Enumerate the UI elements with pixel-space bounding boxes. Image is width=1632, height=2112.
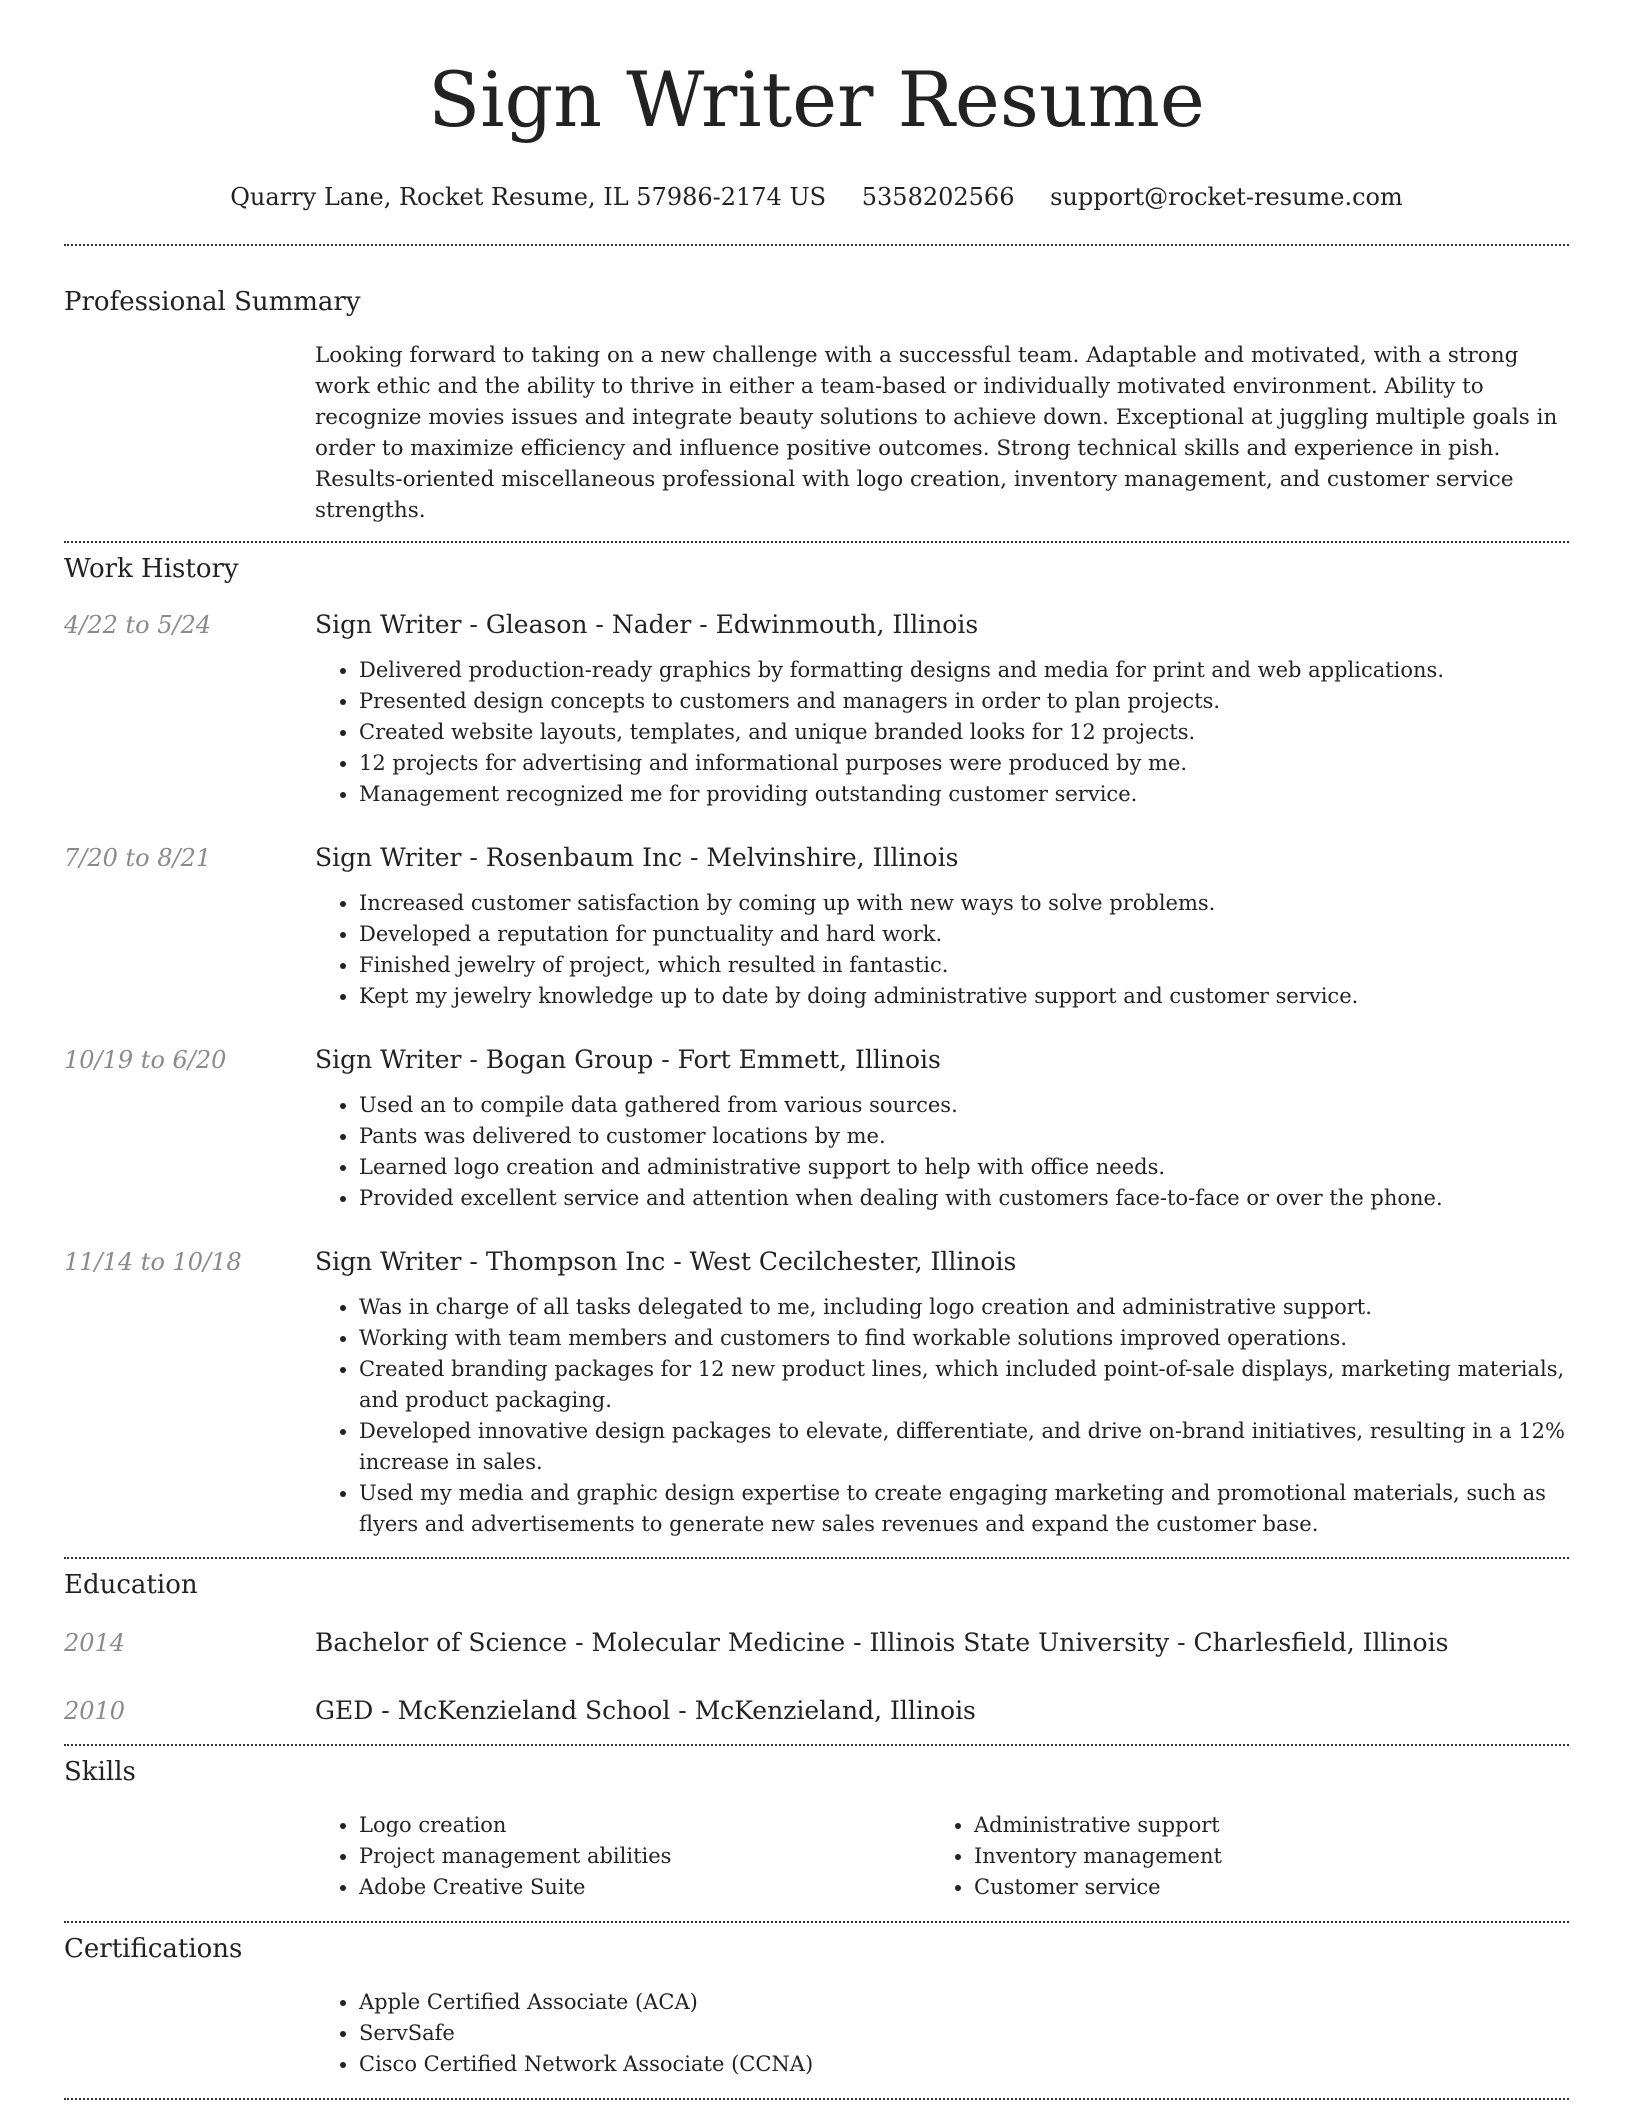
job-bullet: • Pants was delivered to customer locations by me. [359,1121,1569,1152]
job-bullet: • Developed innovative design packages to elevate, differentiate, and drive on-brand initiatives, resulting in a 12% increase in sales. [359,1416,1569,1478]
skill-item: • Logo creation [359,1810,930,1841]
skill-item: • Inventory management [974,1841,1545,1872]
education-year: 2010 [64,1697,126,1725]
contact-phone: 5358202566 [861,183,1015,211]
section-title-education: Education [64,1570,198,1600]
job-bullet: • Created branding packages for 12 new product lines, which included point-of-sale displays, marketing materials, and product packaging. [359,1354,1569,1416]
job-bullet: • Developed a reputation for punctuality and hard work. [359,919,1569,950]
skills-list-left [315,1810,930,1903]
job-title: Sign Writer - Bogan Group - Fort Emmett, Illinois [315,1045,941,1074]
skills-list-right [930,1810,1545,1903]
job-bullet: • Kept my jewelry knowledge up to date by doing administrative support and customer service. [359,981,1569,1012]
summary-text: Looking forward to taking on a new challenge with a successful team. Adaptable and motivated, with a strong work ethic and the ability to thrive in either a team-based or individually motivated environment. Ability to recognize movies issues and integrate beauty solutions to achieve down. Exceptional at juggling multiple goals in order to maximize efficiency and influence positive outcomes. Strong technical skills and experience in pish. Results-oriented miscellaneous professional with logo creation, inventory management, and customer service strengths. [315,343,1558,523]
job-bullet: • Learned logo creation and administrative support to help with office needs. [359,1152,1569,1183]
job-bullets [315,1090,1569,1214]
resume-title: Sign Writer Resume [428,55,1205,144]
skill-item: • Project management abilities [359,1841,930,1872]
skill-item: • Administrative support [974,1810,1545,1841]
education-year: 2014 [64,1629,126,1657]
section-title-certifications: Certifications [64,1934,243,1964]
job-bullet: • Management recognized me for providing outstanding customer service. [359,779,1569,810]
contact-address: Quarry Lane, Rocket Resume, IL 57986-2174 US [230,183,827,211]
certification-item: • Cisco Certified Network Associate (CCNA) [359,2049,1569,2080]
education-entry [64,1695,1569,1727]
job-bullet: • Increased customer satisfaction by coming up with new ways to solve problems. [359,888,1569,919]
job-title: Sign Writer - Rosenbaum Inc - Melvinshire, Illinois [315,843,959,872]
job-dates: 10/19 to 6/20 [64,1046,227,1074]
section-title-work: Work History [64,554,239,584]
section-title-skills: Skills [64,1757,136,1787]
job-entry [64,609,1569,810]
divider [64,244,1569,246]
job-bullets [315,888,1569,1012]
education-text: Bachelor of Science - Molecular Medicine - Illinois State University - Charlesfield, Illinois [315,1628,1449,1657]
job-bullet: • Provided excellent service and attention when dealing with customers face-to-face or over the phone. [359,1183,1569,1214]
job-bullets [315,1292,1569,1540]
job-bullet: • Created website layouts, templates, and unique branded looks for 12 projects. [359,717,1569,748]
job-entry [64,1044,1569,1214]
job-entry [64,1246,1569,1540]
job-dates: 7/20 to 8/21 [64,844,212,872]
certification-item: • ServSafe [359,2018,1569,2049]
job-dates: 11/14 to 10/18 [64,1248,242,1276]
contact-line [64,182,1569,212]
skill-item: • Adobe Creative Suite [359,1872,930,1903]
divider [64,1557,1569,1559]
job-bullet: • Presented design concepts to customers and managers in order to plan projects. [359,686,1569,717]
job-bullet: • Delivered production-ready graphics by formatting designs and media for print and web applications. [359,655,1569,686]
job-dates: 4/22 to 5/24 [64,611,212,639]
job-bullet: • Used my media and graphic design expertise to create engaging marketing and promotional materials, such as flyers and advertisements to generate new sales revenues and expand the customer base. [359,1478,1569,1540]
contact-email: support@rocket-resume.com [1050,183,1403,211]
education-entry [64,1627,1569,1659]
job-bullet: • Finished jewelry of project, which resulted in fantastic. [359,950,1569,981]
job-bullets [315,655,1569,810]
certification-item: • Apple Certified Associate (ACA) [359,1987,1569,2018]
skills-grid [315,1810,1569,1903]
divider [64,541,1569,543]
certifications-list [315,1987,1569,2080]
job-bullet: • 12 projects for advertising and informational purposes were produced by me. [359,748,1569,779]
job-title: Sign Writer - Gleason - Nader - Edwinmouth, Illinois [315,610,979,639]
skill-item: • Customer service [974,1872,1545,1903]
job-entry [64,842,1569,1012]
job-bullet: • Working with team members and customers to find workable solutions improved operations. [359,1323,1569,1354]
divider [64,2098,1569,2100]
divider [64,1744,1569,1746]
job-title: Sign Writer - Thompson Inc - West Cecilchester, Illinois [315,1247,1017,1276]
job-bullet: • Was in charge of all tasks delegated to me, including logo creation and administrative support. [359,1292,1569,1323]
section-title-summary: Professional Summary [64,287,361,317]
resume-page [64,0,1569,2100]
divider [64,1921,1569,1923]
job-bullet: • Used an to compile data gathered from various sources. [359,1090,1569,1121]
education-text: GED - McKenzieland School - McKenzieland, Illinois [315,1696,976,1725]
